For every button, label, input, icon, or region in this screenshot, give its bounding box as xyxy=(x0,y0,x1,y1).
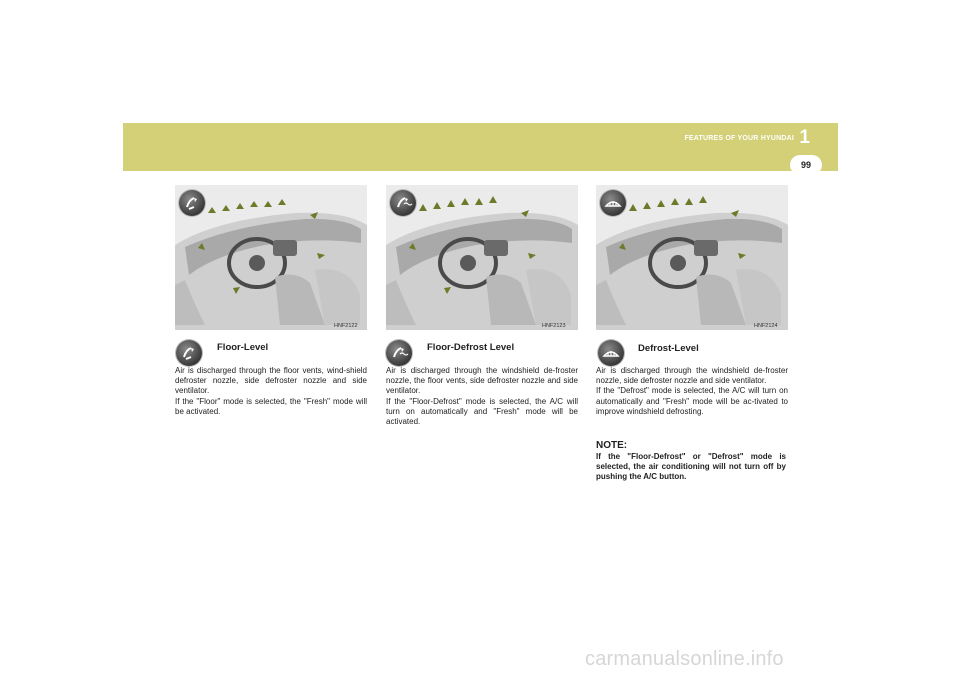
floor-vent-icon xyxy=(179,190,205,216)
figure-code: HNF2122 xyxy=(334,323,358,329)
note-text: If the "Floor-Defrost" or "Defrost" mode is selected, the air conditioning will not turn off by pushing the A/C button. xyxy=(596,452,786,482)
paragraph: If the "Defrost" mode is selected, the A/C will turn on automatically and "Fresh" mode will be ac-tivated to improve windshield defrosting. xyxy=(596,386,788,416)
section-body xyxy=(386,366,578,427)
paragraph: Air is discharged through the floor vents, wind-shield defroster nozzle, side defroster nozzle and side ventilator. xyxy=(175,366,367,396)
defrost-icon xyxy=(600,190,626,216)
paragraph: Air is discharged through the windshield de-froster nozzle, the floor vents, side defroster nozzle and side ventilator. xyxy=(386,366,578,396)
section-title-header: FEATURES OF YOUR HYUNDAI xyxy=(684,135,794,142)
floor-defrost-icon xyxy=(386,340,412,366)
paragraph: Air is discharged through the windshield de-froster nozzle, side defroster nozzle and side ventilator. xyxy=(596,366,788,386)
page-number: 99 xyxy=(790,155,822,175)
section-heading: Floor-Defrost Level xyxy=(427,342,515,353)
section-body xyxy=(596,366,788,417)
floor-vent-icon xyxy=(176,340,202,366)
section-body xyxy=(175,366,367,417)
figure-code: HNF2124 xyxy=(754,323,778,329)
defrost-icon xyxy=(598,340,624,366)
paragraph: If the "Floor" mode is selected, the "Fresh" mode will be activated. xyxy=(175,396,367,416)
header-band xyxy=(123,123,838,171)
watermark: carmanualsonline.info xyxy=(585,648,784,670)
note-label: NOTE: xyxy=(596,440,628,451)
paragraph: If the "Floor-Defrost" mode is selected, the A/C will turn on automatically and "Fresh" mode will be activated. xyxy=(386,396,578,427)
section-heading: Floor-Level xyxy=(217,342,269,353)
section-heading: Defrost-Level xyxy=(638,343,699,354)
chapter-number: 1 xyxy=(799,127,810,148)
floor-defrost-icon xyxy=(390,190,416,216)
figure-code: HNF2123 xyxy=(542,323,566,329)
